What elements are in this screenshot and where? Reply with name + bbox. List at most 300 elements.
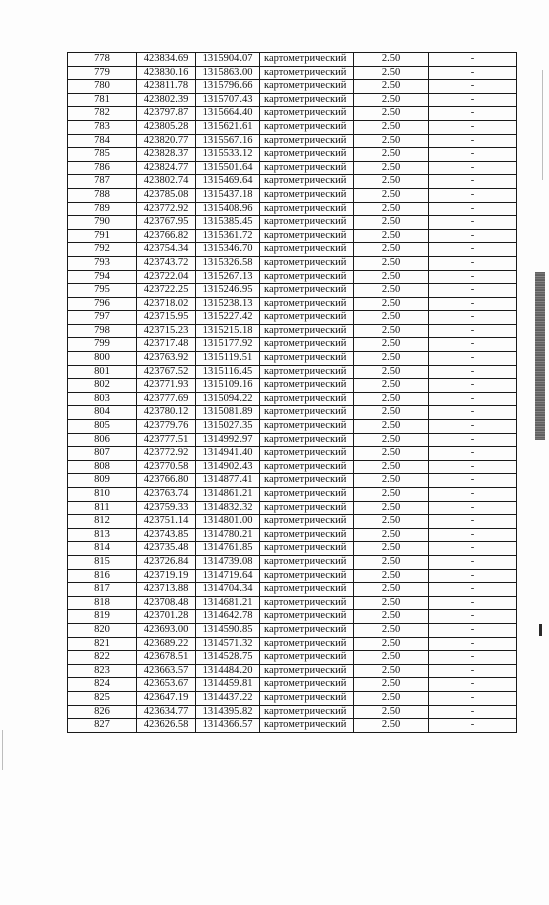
cell-method: картометрический (260, 365, 354, 379)
cell-x-coordinate: 423647.19 (137, 691, 196, 705)
table-row (68, 134, 517, 148)
cell-x-coordinate: 423717.48 (137, 338, 196, 352)
cell-point-number: 800 (68, 352, 137, 366)
cell-x-coordinate: 423701.28 (137, 610, 196, 624)
cell-method: картометрический (260, 284, 354, 298)
cell-method: картометрический (260, 691, 354, 705)
table-row (68, 488, 517, 502)
cell-point-number: 809 (68, 474, 137, 488)
cell-method: картометрический (260, 583, 354, 597)
cell-accuracy: 2.50 (354, 528, 429, 542)
cell-y-coordinate: 1315437.18 (196, 188, 260, 202)
cell-accuracy: 2.50 (354, 80, 429, 94)
table-row (68, 80, 517, 94)
cell-x-coordinate: 423797.87 (137, 107, 196, 121)
table-row (68, 120, 517, 134)
cell-accuracy: 2.50 (354, 406, 429, 420)
cell-y-coordinate: 1314941.40 (196, 447, 260, 461)
cell-x-coordinate: 423634.77 (137, 705, 196, 719)
cell-accuracy: 2.50 (354, 53, 429, 67)
cell-y-coordinate: 1315081.89 (196, 406, 260, 420)
cell-accuracy: 2.50 (354, 216, 429, 230)
cell-point-number: 780 (68, 80, 137, 94)
cell-accuracy: 2.50 (354, 664, 429, 678)
cell-point-number: 820 (68, 623, 137, 637)
cell-accuracy: 2.50 (354, 243, 429, 257)
table-row (68, 297, 517, 311)
cell-accuracy: 2.50 (354, 148, 429, 162)
cell-x-coordinate: 423715.95 (137, 311, 196, 325)
cell-y-coordinate: 1315796.66 (196, 80, 260, 94)
cell-method: картометрический (260, 93, 354, 107)
cell-y-coordinate: 1314780.21 (196, 528, 260, 542)
cell-method: картометрический (260, 311, 354, 325)
cell-y-coordinate: 1315027.35 (196, 420, 260, 434)
cell-accuracy: 2.50 (354, 188, 429, 202)
cell-x-coordinate: 423751.14 (137, 515, 196, 529)
cell-point-number: 807 (68, 447, 137, 461)
cell-y-coordinate: 1315385.45 (196, 216, 260, 230)
cell-note: - (429, 270, 517, 284)
cell-y-coordinate: 1315227.42 (196, 311, 260, 325)
cell-point-number: 787 (68, 175, 137, 189)
cell-method: картометрический (260, 678, 354, 692)
cell-method: картометрический (260, 596, 354, 610)
cell-x-coordinate: 423726.84 (137, 555, 196, 569)
table-row (68, 474, 517, 488)
cell-point-number: 784 (68, 134, 137, 148)
cell-point-number: 817 (68, 583, 137, 597)
table-row (68, 515, 517, 529)
cell-method: картометрический (260, 460, 354, 474)
cell-x-coordinate: 423811.78 (137, 80, 196, 94)
cell-method: картометрический (260, 379, 354, 393)
cell-x-coordinate: 423767.52 (137, 365, 196, 379)
cell-point-number: 819 (68, 610, 137, 624)
cell-note: - (429, 488, 517, 502)
table-row (68, 678, 517, 692)
cell-method: картометрический (260, 623, 354, 637)
table-row (68, 501, 517, 515)
cell-y-coordinate: 1315119.51 (196, 352, 260, 366)
cell-method: картометрический (260, 161, 354, 175)
cell-accuracy: 2.50 (354, 447, 429, 461)
cell-y-coordinate: 1315215.18 (196, 324, 260, 338)
cell-point-number: 821 (68, 637, 137, 651)
cell-accuracy: 2.50 (354, 379, 429, 393)
cell-point-number: 802 (68, 379, 137, 393)
cell-method: картометрический (260, 488, 354, 502)
cell-method: картометрический (260, 447, 354, 461)
cell-accuracy: 2.50 (354, 583, 429, 597)
cell-accuracy: 2.50 (354, 311, 429, 325)
cell-note: - (429, 664, 517, 678)
cell-method: картометрический (260, 256, 354, 270)
cell-y-coordinate: 1315267.13 (196, 270, 260, 284)
table-row (68, 555, 517, 569)
cell-accuracy: 2.50 (354, 107, 429, 121)
cell-accuracy: 2.50 (354, 705, 429, 719)
cell-method: картометрический (260, 243, 354, 257)
coordinates-table (67, 52, 517, 733)
cell-note: - (429, 338, 517, 352)
table-row (68, 256, 517, 270)
cell-method: картометрический (260, 80, 354, 94)
cell-y-coordinate: 1315621.61 (196, 120, 260, 134)
cell-accuracy: 2.50 (354, 691, 429, 705)
cell-y-coordinate: 1315567.16 (196, 134, 260, 148)
cell-accuracy: 2.50 (354, 229, 429, 243)
cell-accuracy: 2.50 (354, 501, 429, 515)
cell-note: - (429, 134, 517, 148)
cell-x-coordinate: 423770.58 (137, 460, 196, 474)
table-row (68, 229, 517, 243)
cell-method: картометрический (260, 66, 354, 80)
cell-method: картометрический (260, 107, 354, 121)
cell-accuracy: 2.50 (354, 284, 429, 298)
cell-point-number: 801 (68, 365, 137, 379)
cell-method: картометрический (260, 188, 354, 202)
cell-accuracy: 2.50 (354, 297, 429, 311)
cell-x-coordinate: 423763.74 (137, 488, 196, 502)
table-row (68, 691, 517, 705)
cell-note: - (429, 623, 517, 637)
cell-method: картометрический (260, 637, 354, 651)
cell-accuracy: 2.50 (354, 719, 429, 733)
cell-method: картометрический (260, 229, 354, 243)
table-row (68, 583, 517, 597)
cell-accuracy: 2.50 (354, 338, 429, 352)
cell-x-coordinate: 423763.92 (137, 352, 196, 366)
cell-y-coordinate: 1314395.82 (196, 705, 260, 719)
cell-x-coordinate: 423719.19 (137, 569, 196, 583)
cell-method: картометрический (260, 474, 354, 488)
table-row (68, 542, 517, 556)
cell-point-number: 792 (68, 243, 137, 257)
table-row (68, 53, 517, 67)
cell-y-coordinate: 1314571.32 (196, 637, 260, 651)
cell-accuracy: 2.50 (354, 352, 429, 366)
cell-note: - (429, 637, 517, 651)
cell-point-number: 779 (68, 66, 137, 80)
cell-point-number: 825 (68, 691, 137, 705)
cell-point-number: 799 (68, 338, 137, 352)
cell-method: картометрический (260, 555, 354, 569)
cell-method: картометрический (260, 433, 354, 447)
cell-y-coordinate: 1314590.85 (196, 623, 260, 637)
cell-x-coordinate: 423802.39 (137, 93, 196, 107)
cell-point-number: 781 (68, 93, 137, 107)
cell-note: - (429, 107, 517, 121)
cell-x-coordinate: 423718.02 (137, 297, 196, 311)
cell-point-number: 824 (68, 678, 137, 692)
cell-accuracy: 2.50 (354, 420, 429, 434)
cell-x-coordinate: 423777.51 (137, 433, 196, 447)
cell-note: - (429, 433, 517, 447)
cell-x-coordinate: 423805.28 (137, 120, 196, 134)
cell-point-number: 822 (68, 651, 137, 665)
cell-x-coordinate: 423708.48 (137, 596, 196, 610)
cell-y-coordinate: 1315904.07 (196, 53, 260, 67)
cell-point-number: 811 (68, 501, 137, 515)
cell-accuracy: 2.50 (354, 392, 429, 406)
cell-method: картометрический (260, 175, 354, 189)
coordinates-table-body (68, 53, 517, 733)
table-row (68, 216, 517, 230)
cell-x-coordinate: 423780.12 (137, 406, 196, 420)
cell-note: - (429, 460, 517, 474)
table-row (68, 420, 517, 434)
cell-x-coordinate: 423767.95 (137, 216, 196, 230)
cell-accuracy: 2.50 (354, 175, 429, 189)
cell-accuracy: 2.50 (354, 555, 429, 569)
cell-point-number: 826 (68, 705, 137, 719)
cell-x-coordinate: 423759.33 (137, 501, 196, 515)
cell-y-coordinate: 1314528.75 (196, 651, 260, 665)
cell-note: - (429, 528, 517, 542)
cell-method: картометрический (260, 324, 354, 338)
cell-point-number: 812 (68, 515, 137, 529)
cell-x-coordinate: 423772.92 (137, 447, 196, 461)
cell-point-number: 796 (68, 297, 137, 311)
table-row (68, 107, 517, 121)
cell-x-coordinate: 423713.88 (137, 583, 196, 597)
cell-x-coordinate: 423828.37 (137, 148, 196, 162)
cell-note: - (429, 678, 517, 692)
cell-note: - (429, 719, 517, 733)
cell-accuracy: 2.50 (354, 256, 429, 270)
cell-accuracy: 2.50 (354, 474, 429, 488)
cell-method: картометрический (260, 202, 354, 216)
table-row (68, 637, 517, 651)
cell-method: картометрический (260, 542, 354, 556)
cell-x-coordinate: 423802.74 (137, 175, 196, 189)
cell-y-coordinate: 1315664.40 (196, 107, 260, 121)
cell-point-number: 818 (68, 596, 137, 610)
cell-y-coordinate: 1315238.13 (196, 297, 260, 311)
table-row (68, 93, 517, 107)
cell-note: - (429, 161, 517, 175)
table-row (68, 528, 517, 542)
cell-method: картометрический (260, 501, 354, 515)
cell-point-number: 797 (68, 311, 137, 325)
cell-method: картометрический (260, 610, 354, 624)
cell-y-coordinate: 1315501.64 (196, 161, 260, 175)
cell-note: - (429, 229, 517, 243)
cell-method: картометрический (260, 420, 354, 434)
table-row (68, 161, 517, 175)
cell-method: картометрический (260, 651, 354, 665)
cell-point-number: 782 (68, 107, 137, 121)
cell-point-number: 803 (68, 392, 137, 406)
cell-point-number: 794 (68, 270, 137, 284)
cell-y-coordinate: 1314861.21 (196, 488, 260, 502)
cell-note: - (429, 392, 517, 406)
cell-point-number: 816 (68, 569, 137, 583)
cell-point-number: 810 (68, 488, 137, 502)
cell-note: - (429, 610, 517, 624)
cell-point-number: 805 (68, 420, 137, 434)
table-row (68, 324, 517, 338)
cell-x-coordinate: 423663.57 (137, 664, 196, 678)
cell-y-coordinate: 1315346.70 (196, 243, 260, 257)
cell-note: - (429, 256, 517, 270)
cell-x-coordinate: 423743.72 (137, 256, 196, 270)
cell-point-number: 790 (68, 216, 137, 230)
scanner-artifact-strip (535, 272, 545, 440)
cell-note: - (429, 297, 517, 311)
cell-y-coordinate: 1315361.72 (196, 229, 260, 243)
cell-point-number: 798 (68, 324, 137, 338)
cell-point-number: 789 (68, 202, 137, 216)
cell-accuracy: 2.50 (354, 202, 429, 216)
cell-y-coordinate: 1314704.34 (196, 583, 260, 597)
cell-x-coordinate: 423766.80 (137, 474, 196, 488)
cell-note: - (429, 515, 517, 529)
table-row (68, 338, 517, 352)
cell-point-number: 786 (68, 161, 137, 175)
cell-note: - (429, 202, 517, 216)
cell-accuracy: 2.50 (354, 596, 429, 610)
cell-accuracy: 2.50 (354, 651, 429, 665)
cell-y-coordinate: 1314366.57 (196, 719, 260, 733)
cell-accuracy: 2.50 (354, 433, 429, 447)
cell-y-coordinate: 1314739.08 (196, 555, 260, 569)
cell-accuracy: 2.50 (354, 569, 429, 583)
cell-accuracy: 2.50 (354, 161, 429, 175)
cell-note: - (429, 284, 517, 298)
cell-y-coordinate: 1314761.85 (196, 542, 260, 556)
cell-note: - (429, 352, 517, 366)
table-row (68, 447, 517, 461)
cell-note: - (429, 379, 517, 393)
cell-accuracy: 2.50 (354, 610, 429, 624)
cell-y-coordinate: 1315177.92 (196, 338, 260, 352)
cell-method: картометрический (260, 719, 354, 733)
cell-x-coordinate: 423772.92 (137, 202, 196, 216)
cell-x-coordinate: 423830.16 (137, 66, 196, 80)
cell-method: картометрический (260, 515, 354, 529)
cell-note: - (429, 705, 517, 719)
cell-note: - (429, 447, 517, 461)
cell-note: - (429, 175, 517, 189)
table-row (68, 202, 517, 216)
cell-method: картометрический (260, 216, 354, 230)
table-row (68, 460, 517, 474)
cell-point-number: 795 (68, 284, 137, 298)
cell-note: - (429, 311, 517, 325)
cell-accuracy: 2.50 (354, 134, 429, 148)
cell-note: - (429, 93, 517, 107)
cell-x-coordinate: 423754.34 (137, 243, 196, 257)
cell-note: - (429, 596, 517, 610)
table-row (68, 270, 517, 284)
cell-x-coordinate: 423824.77 (137, 161, 196, 175)
cell-method: картометрический (260, 270, 354, 284)
cell-y-coordinate: 1314877.41 (196, 474, 260, 488)
table-row (68, 596, 517, 610)
cell-note: - (429, 216, 517, 230)
cell-point-number: 815 (68, 555, 137, 569)
margin-artifact-line (542, 70, 543, 180)
cell-x-coordinate: 423820.77 (137, 134, 196, 148)
cell-x-coordinate: 423678.51 (137, 651, 196, 665)
cell-accuracy: 2.50 (354, 488, 429, 502)
cell-point-number: 813 (68, 528, 137, 542)
table-row (68, 392, 517, 406)
cell-y-coordinate: 1314459.81 (196, 678, 260, 692)
cell-y-coordinate: 1315109.16 (196, 379, 260, 393)
cell-y-coordinate: 1314681.21 (196, 596, 260, 610)
cell-method: картометрический (260, 569, 354, 583)
table-row (68, 664, 517, 678)
table-row (68, 705, 517, 719)
cell-y-coordinate: 1315326.58 (196, 256, 260, 270)
cell-note: - (429, 542, 517, 556)
cell-point-number: 793 (68, 256, 137, 270)
table-row (68, 188, 517, 202)
table-row (68, 433, 517, 447)
cell-note: - (429, 365, 517, 379)
cell-x-coordinate: 423689.22 (137, 637, 196, 651)
cell-y-coordinate: 1314992.97 (196, 433, 260, 447)
cell-point-number: 804 (68, 406, 137, 420)
cell-y-coordinate: 1314902.43 (196, 460, 260, 474)
cell-point-number: 814 (68, 542, 137, 556)
cell-x-coordinate: 423771.93 (137, 379, 196, 393)
cell-x-coordinate: 423693.00 (137, 623, 196, 637)
cell-y-coordinate: 1314801.00 (196, 515, 260, 529)
cell-method: картометрический (260, 406, 354, 420)
table-row (68, 148, 517, 162)
cell-accuracy: 2.50 (354, 93, 429, 107)
cell-y-coordinate: 1315116.45 (196, 365, 260, 379)
cell-accuracy: 2.50 (354, 365, 429, 379)
cell-note: - (429, 569, 517, 583)
cell-note: - (429, 120, 517, 134)
cell-method: картометрический (260, 528, 354, 542)
cell-accuracy: 2.50 (354, 460, 429, 474)
table-row (68, 352, 517, 366)
table-row (68, 66, 517, 80)
table-row (68, 651, 517, 665)
cell-x-coordinate: 423722.25 (137, 284, 196, 298)
cell-y-coordinate: 1315469.64 (196, 175, 260, 189)
cell-accuracy: 2.50 (354, 66, 429, 80)
cell-x-coordinate: 423626.58 (137, 719, 196, 733)
table-row (68, 610, 517, 624)
table-row (68, 284, 517, 298)
cell-accuracy: 2.50 (354, 678, 429, 692)
cell-accuracy: 2.50 (354, 623, 429, 637)
cell-accuracy: 2.50 (354, 324, 429, 338)
cell-accuracy: 2.50 (354, 515, 429, 529)
cell-point-number: 788 (68, 188, 137, 202)
cell-note: - (429, 583, 517, 597)
cell-accuracy: 2.50 (354, 270, 429, 284)
cell-x-coordinate: 423834.69 (137, 53, 196, 67)
cell-note: - (429, 80, 517, 94)
cell-note: - (429, 555, 517, 569)
table-row (68, 311, 517, 325)
cell-point-number: 808 (68, 460, 137, 474)
cell-x-coordinate: 423653.67 (137, 678, 196, 692)
cell-method: картометрический (260, 664, 354, 678)
cell-point-number: 778 (68, 53, 137, 67)
cell-note: - (429, 474, 517, 488)
cell-accuracy: 2.50 (354, 120, 429, 134)
cell-method: картометрический (260, 120, 354, 134)
